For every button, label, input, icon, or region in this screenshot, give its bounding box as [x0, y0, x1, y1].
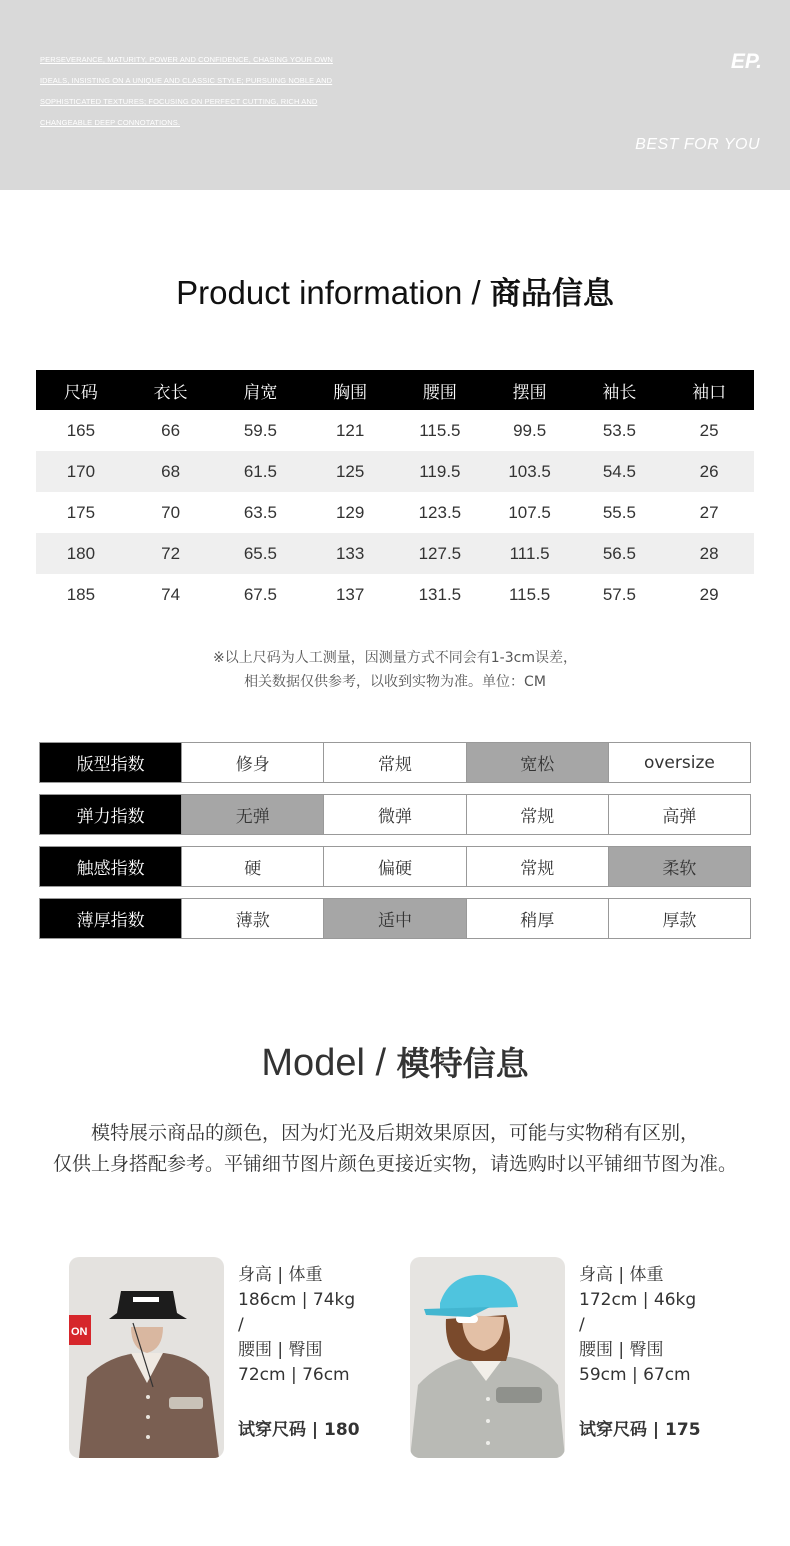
table-cell: 53.5 [602, 420, 636, 440]
model-description [0, 1118, 790, 1180]
table-cell: 115.5 [508, 584, 551, 604]
table-cell: 61.5 [216, 451, 306, 492]
note-line: 相关数据仅供参考，以收到实物为准。单位：CM [244, 674, 546, 690]
index-row-touch [39, 846, 751, 887]
fit-size: 试穿尺码 | 180 [238, 1420, 360, 1440]
table-row [36, 533, 754, 574]
index-option: 薄款 [181, 899, 323, 938]
header-cell: 袖长 [575, 370, 665, 410]
table-cell: 127.5 [395, 533, 485, 574]
table-cell: 137 [335, 584, 365, 604]
table-cell: 67.5 [243, 584, 277, 604]
table-cell: 111.5 [485, 533, 575, 574]
index-option: oversize [608, 743, 750, 782]
index-option: 适中 [323, 899, 465, 938]
table-row [36, 574, 754, 615]
header-cell: 肩宽 [216, 370, 306, 410]
table-cell: 68 [126, 451, 216, 492]
banner-slogan-line: PERSEVERANCE, MATURITY, POWER AND CONFIDENCE, CHASING YOUR OWN [40, 55, 333, 64]
fit-index-grid [39, 742, 751, 950]
index-option: 常规 [466, 847, 608, 886]
table-cell: 115.5 [419, 420, 461, 440]
waist-hip-label: 腰围 | 臀围 [579, 1340, 664, 1360]
index-option: 宽松 [466, 743, 608, 782]
table-cell: 26 [664, 451, 754, 492]
table-cell: 65.5 [216, 533, 306, 574]
table-cell: 99.5 [513, 420, 547, 440]
model-title-cn: 模特信息 [396, 1044, 529, 1083]
table-cell: 59.5 [243, 420, 277, 440]
model-info-female [579, 1263, 779, 1443]
header-cell: 胸围 [305, 370, 395, 410]
table-cell: 170 [36, 451, 126, 492]
index-label: 薄厚指数 [40, 899, 181, 938]
table-row [36, 451, 754, 492]
size-table-header [36, 370, 754, 410]
waist-hip-label: 腰围 | 臀围 [238, 1340, 323, 1360]
table-cell: 175 [66, 502, 96, 522]
model-info-male [238, 1263, 438, 1443]
table-cell: 125 [305, 451, 395, 492]
header-cell: 尺码 [36, 370, 126, 410]
size-table [36, 370, 754, 615]
model-info-title [0, 1038, 790, 1085]
index-row-thickness [39, 898, 751, 939]
table-cell: 74 [161, 584, 181, 604]
table-cell: 63.5 [243, 502, 277, 522]
banner-slogan-line: IDEALS, INSISTING ON A UNIQUE AND CLASSIC STYLE; PURSUING NOBLE AND [40, 76, 333, 85]
model-desc-line: 仅供上身搭配参考。平铺细节图片颜色更接近实物，请选购时以平铺细节图为准。 [52, 1153, 737, 1175]
table-row [36, 492, 754, 533]
waist-hip-value: 59cm | 67cm [579, 1365, 691, 1385]
banner-slogan [40, 53, 380, 137]
table-cell: 28 [664, 533, 754, 574]
index-row-fit [39, 742, 751, 783]
table-cell: 29 [699, 584, 719, 604]
index-option: 修身 [181, 743, 323, 782]
model-photo-male [69, 1257, 224, 1458]
table-cell: 54.5 [575, 451, 665, 492]
model-title-en: Model [261, 1042, 365, 1084]
title-separator: / [364, 1042, 397, 1084]
index-option: 无弹 [181, 795, 323, 834]
index-option: 柔软 [608, 847, 750, 886]
waist-hip-value: 72cm | 76cm [238, 1365, 350, 1385]
table-cell: 133 [305, 533, 395, 574]
product-title-en: Product information [176, 274, 463, 311]
index-option: 微弹 [323, 795, 465, 834]
table-cell: 131.5 [418, 584, 462, 604]
table-cell: 25 [699, 420, 719, 440]
svg-text:ON: ON [71, 1326, 88, 1338]
model-photo-female-graphic [410, 1257, 565, 1458]
fit-size: 试穿尺码 | 175 [579, 1420, 701, 1440]
index-option: 常规 [323, 743, 465, 782]
table-cell: 57.5 [602, 584, 636, 604]
header-cell: 衣长 [126, 370, 216, 410]
height-weight-value: 186cm | 74kg [238, 1290, 356, 1310]
header-cell: 摆围 [485, 370, 575, 410]
table-cell: 27 [699, 502, 719, 522]
banner-slogan-line: CHANGEABLE DEEP CONNOTATIONS. [40, 118, 181, 127]
header-cell: 袖口 [664, 370, 754, 410]
top-banner [0, 0, 790, 190]
note-line: ※以上尺码为人工测量，因测量方式不同会有1-3cm误差， [213, 650, 577, 666]
table-cell: 55.5 [602, 502, 636, 522]
height-weight-value: 172cm | 46kg [579, 1290, 697, 1310]
index-option: 稍厚 [466, 899, 608, 938]
table-cell: 129 [335, 502, 365, 522]
index-row-stretch [39, 794, 751, 835]
index-label: 触感指数 [40, 847, 181, 886]
info-divider: / [238, 1315, 244, 1335]
table-row [36, 410, 754, 451]
table-cell: 66 [161, 420, 181, 440]
table-cell: 72 [126, 533, 216, 574]
height-weight-label: 身高 | 体重 [238, 1265, 323, 1285]
table-cell: 119.5 [395, 451, 485, 492]
index-option: 硬 [181, 847, 323, 886]
table-cell: 180 [36, 533, 126, 574]
table-cell: 70 [161, 502, 181, 522]
height-weight-label: 身高 | 体重 [579, 1265, 664, 1285]
product-title-cn: 商品信息 [489, 276, 614, 312]
model-desc-line: 模特展示商品的颜色，因为灯光及后期效果原因，可能与实物稍有区别， [90, 1122, 699, 1144]
banner-tagline: BEST FOR YOU [635, 136, 760, 153]
index-label: 版型指数 [40, 743, 181, 782]
index-option: 厚款 [608, 899, 750, 938]
table-cell: 123.5 [418, 502, 462, 522]
table-cell: 165 [66, 420, 96, 440]
title-separator: / [462, 274, 490, 311]
index-label: 弹力指数 [40, 795, 181, 834]
table-cell: 103.5 [485, 451, 575, 492]
header-cell: 腰围 [395, 370, 485, 410]
model-photo-female [410, 1257, 565, 1458]
table-cell: 56.5 [575, 533, 665, 574]
banner-slogan-line: SOPHISTICATED TEXTURES; FOCUSING ON PERFECT CUTTING, RICH AND [40, 97, 318, 106]
table-cell: 121 [335, 420, 365, 440]
table-cell: 185 [66, 584, 96, 604]
table-cell: 107.5 [508, 502, 551, 522]
index-option: 偏硬 [323, 847, 465, 886]
index-option: 高弹 [608, 795, 750, 834]
model-photo-male-graphic [69, 1257, 224, 1458]
measurement-note [0, 646, 790, 694]
brand-logo: EP. [730, 50, 762, 73]
index-option: 常规 [466, 795, 608, 834]
product-info-title [0, 268, 790, 313]
info-divider: / [579, 1315, 585, 1335]
